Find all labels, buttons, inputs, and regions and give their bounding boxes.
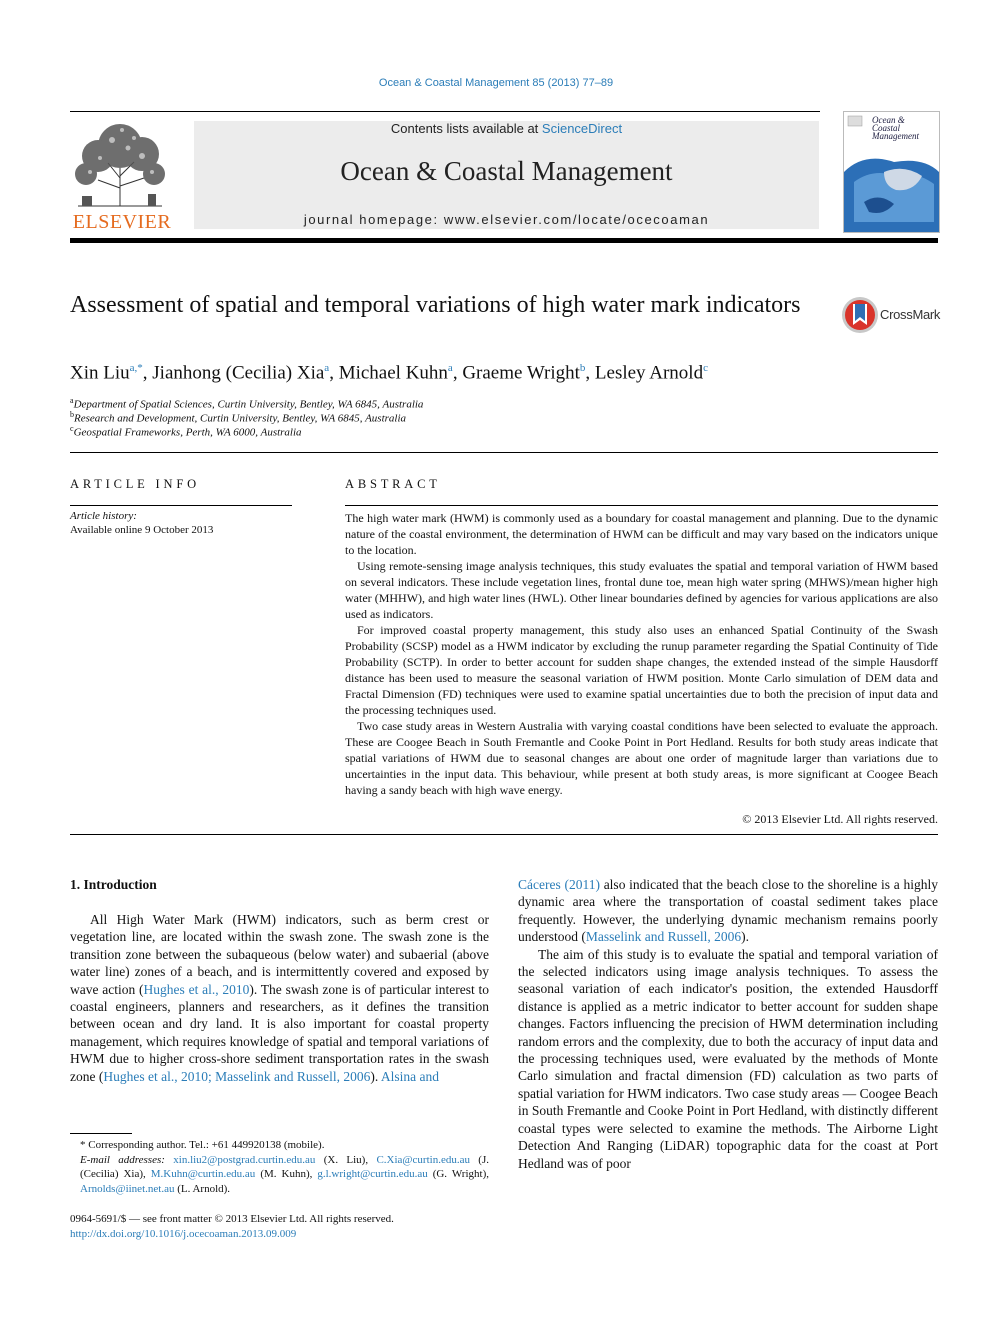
abstract-paragraph: For improved coastal property management, this study also uses an enhanced Spatial Continuity of the Swash Probability (SCSP) model as a HWM indicator by excluding the runup parameter regarding the Spatial Continuity of Tide Probability (SCTP). In order to better account for sudden shape changes, the extended instead of the simple Hausdorff distance has been used to measure the seasonal variation of HWM position. Monte Carlo simulation of DEM data and Fractal Dimension (FD) techniques were used to examine spatial uncertainties due to both the precision of input data and the processing techniques used. [345,623,938,717]
author-name[interactable]: Lesley Arnold [594,362,704,384]
section-rule [70,452,938,453]
header-thick-rule [70,238,938,243]
citation-link[interactable]: Masselink and Russell, 2006 [585,929,742,945]
email-owner: (L. Arnold). [174,1182,231,1195]
cover-title-line: Ocean & [872,115,905,125]
body-paragraph: The aim of this study is to evaluate the spatial and temporal variation of the selected indicators using image analysis techniques. To assess the seasonal variation of each indicator's position, the extended Hausdorff distance is applied as a metric indicator to better account for sudden shape changes. Factors influencing the precision of HWM determination including random errors and the complexity, due to both the accuracy of input data and the processing techniques used, were evaluated by the methods of Monte Carlo simulation and fractal dimension (FD) calculation as two parts of spatial variation for HWM indicators. Two case study areas — Coogee Beach in South Fremantle and Cooke Point in Port Hedland, with distinctly different coastal types were selected to examine the methods. The Airborne Light Detection And Ranging (LiDAR) topographic data for the coast at Port Hedland was of poor [518,946,938,1171]
author-name[interactable]: Michael Kuhn [338,362,448,384]
affiliation [70,410,406,425]
body-paragraph [70,911,489,1085]
citation-link[interactable]: Alsina and [380,1068,439,1084]
email-addresses [70,1153,489,1197]
contents-line [194,121,819,136]
email-owner: (G. Wright), [427,1168,489,1180]
email-owner: (X. Liu), [315,1153,377,1166]
body-text: also indicated that the beach close to the shoreline is a highly dynamic area where the transportation of coastal sediment takes place frequently. However, the underlying dynamic mechanism remains poorly understood ( [518,877,938,945]
crossmark-icon [840,295,880,335]
affiliation-marker: a [70,396,74,405]
citation-link[interactable]: Cáceres (2011) [518,877,600,892]
section-rule [70,834,938,835]
article-title: Assessment of spatial and temporal variations of high water mark indicators [70,292,801,318]
author-affiliation-marker[interactable]: c [703,362,708,374]
article-info-rule [70,505,292,506]
email-owner: (J.(Cecilia) Xia), [80,1153,489,1180]
issn-line: 0964-5691/$ — see front matter © 2013 Elsevier Ltd. All rights reserved. [70,1213,394,1225]
issn-block [70,1212,500,1241]
affiliation-marker: b [70,410,74,419]
body-text: ). [370,1068,381,1084]
sciencedirect-link[interactable]: ScienceDirect [541,121,623,136]
cover-title-line: Coastal [872,123,901,133]
citation-link[interactable]: Hughes et al., 2010 [143,981,250,997]
header-top-rule [70,111,820,112]
affiliation-marker: c [70,424,74,433]
email-link[interactable]: Arnolds@iinet.net.au [80,1182,175,1195]
email-label: E-mail addresses: [80,1153,174,1166]
author-affiliation-marker[interactable]: a,* [129,362,143,374]
abstract-paragraph: Two case study areas in Western Australia with varying coastal conditions have been selected to evaluate the approach. These are Coogee Beach in South Fremantle and Cooke Point in Port Hedland. Results for both study areas indicate that spatial variations of HWM due to seasonal changes are about one order of magnitude larger than variations due to uncertainties in the input data. This behaviour, while present at both study areas, is more significant at Coogee Beach having a sandy beach with high wave energy. [345,719,938,797]
article-info-heading: ARTICLE INFO [70,477,200,491]
body-text: ). The swash zone is of particular interest to coastal engineers, planners and researchers, as it defines the transition between ocean and dry land. It is also important for coastal property management, which requires knowledge of spatial and temporal variations of HWM due to higher cross-shore sediment transportation rates in the swash zone ( [70,981,489,1084]
email-link[interactable]: M.Kuhn@curtin.edu.au [150,1168,256,1180]
journal-reference[interactable]: Ocean & Coastal Management 85 (2013) 77–89 [378,77,614,89]
journal-cover-thumbnail [843,111,940,233]
body-text: ). [741,929,749,945]
author-name[interactable]: Graeme Wright [462,362,580,384]
author-affiliation-marker[interactable]: a [324,362,330,374]
body-left-column [70,911,489,1085]
author-affiliation-marker[interactable]: a [447,362,453,374]
affiliation [70,396,423,411]
abstract-heading: ABSTRACT [345,477,441,491]
email-link[interactable]: C.Xia@curtin.edu.au [376,1153,470,1166]
affiliation-text: Geospatial Frameworks, Perth, WA 6000, Australia [73,426,302,439]
journal-title: Ocean & Coastal Management [340,156,673,186]
affiliation-text: Research and Development, Curtin University, Bentley, WA 6845, Australia [74,412,407,425]
body-right-column [518,876,938,1172]
email-owner: (M. Kuhn), [255,1168,318,1180]
email-link[interactable]: g.l.wright@curtin.edu.au [317,1168,428,1180]
abstract-body [345,510,938,798]
contents-prefix: Contents lists available at [390,121,542,136]
affiliation-text: Department of Spatial Sciences, Curtin University, Bentley, WA 6845, Australia [73,398,424,411]
article-history-label: Article history: [70,510,137,522]
journal-homepage[interactable]: journal homepage: www.elsevier.com/locate/ocecoaman [303,212,710,227]
abstract-paragraph: Using remote-sensing image analysis techniques, this study evaluates the spatial and temporal variation of HWM based on several indicators. These include vegetation lines, frontal dune toe, mean high water spring (MHWS)/mean higher high water (MHHW), and high water lines (HWL). Other linear boundaries defined by agencies for various applications are also used as indicators. [345,559,938,621]
article-history-value: Available online 9 October 2013 [70,524,214,536]
footnote-rule [70,1133,132,1134]
crossmark-label: CrossMark [880,307,941,322]
doi-link[interactable]: http://dx.doi.org/10.1016/j.ocecoaman.2013.09.009 [70,1227,297,1240]
abstract-copyright: © 2013 Elsevier Ltd. All rights reserved. [742,812,938,826]
author-name[interactable]: Xin Liu [70,362,130,384]
body-paragraph [518,876,938,946]
corresponding-author-line: * Corresponding author. Tel.: +61 449920138 (mobile). [80,1139,325,1151]
abstract-paragraph: The high water mark (HWM) is commonly used as a boundary for coastal management and planning. Due to the dynamic nature of the coastal environment, the determination of HWM can be difficult and may vary based on the indicators unique to the location. [345,511,938,557]
cover-title-line: Management [872,131,919,141]
email-link[interactable]: xin.liu2@postgrad.curtin.edu.au [173,1153,316,1166]
body-text: All High Water Mark (HWM) indicators, such as berm crest or vegetation line, are located within the swash zone. The swash zone is the transition zone between the subaqueous (below water) and subaerial (above water line) zones of a beach, and is intermittently covered and exposed by wave action ( [70,912,489,997]
author-name[interactable]: Jianhong (Cecilia) Xia [152,362,325,384]
elsevier-logo-text: ELSEVIER [72,211,172,233]
author-list: Xin Liu$^{a,*}$, Jianhong (Cecilia) Xia$^a$, Michael Kuhn$^a$, Graeme Wright$^b$, Lesley Arnold$^c$ [70,362,708,384]
affiliation [70,424,302,439]
author-affiliation-marker[interactable]: b [579,362,586,374]
abstract-rule [345,505,938,506]
introduction-heading: 1. Introduction [70,877,157,892]
citation-link[interactable]: Hughes et al., 2010; Masselink and Russell, 2006 [103,1068,371,1084]
corresponding-author-footnote [70,1138,489,1196]
